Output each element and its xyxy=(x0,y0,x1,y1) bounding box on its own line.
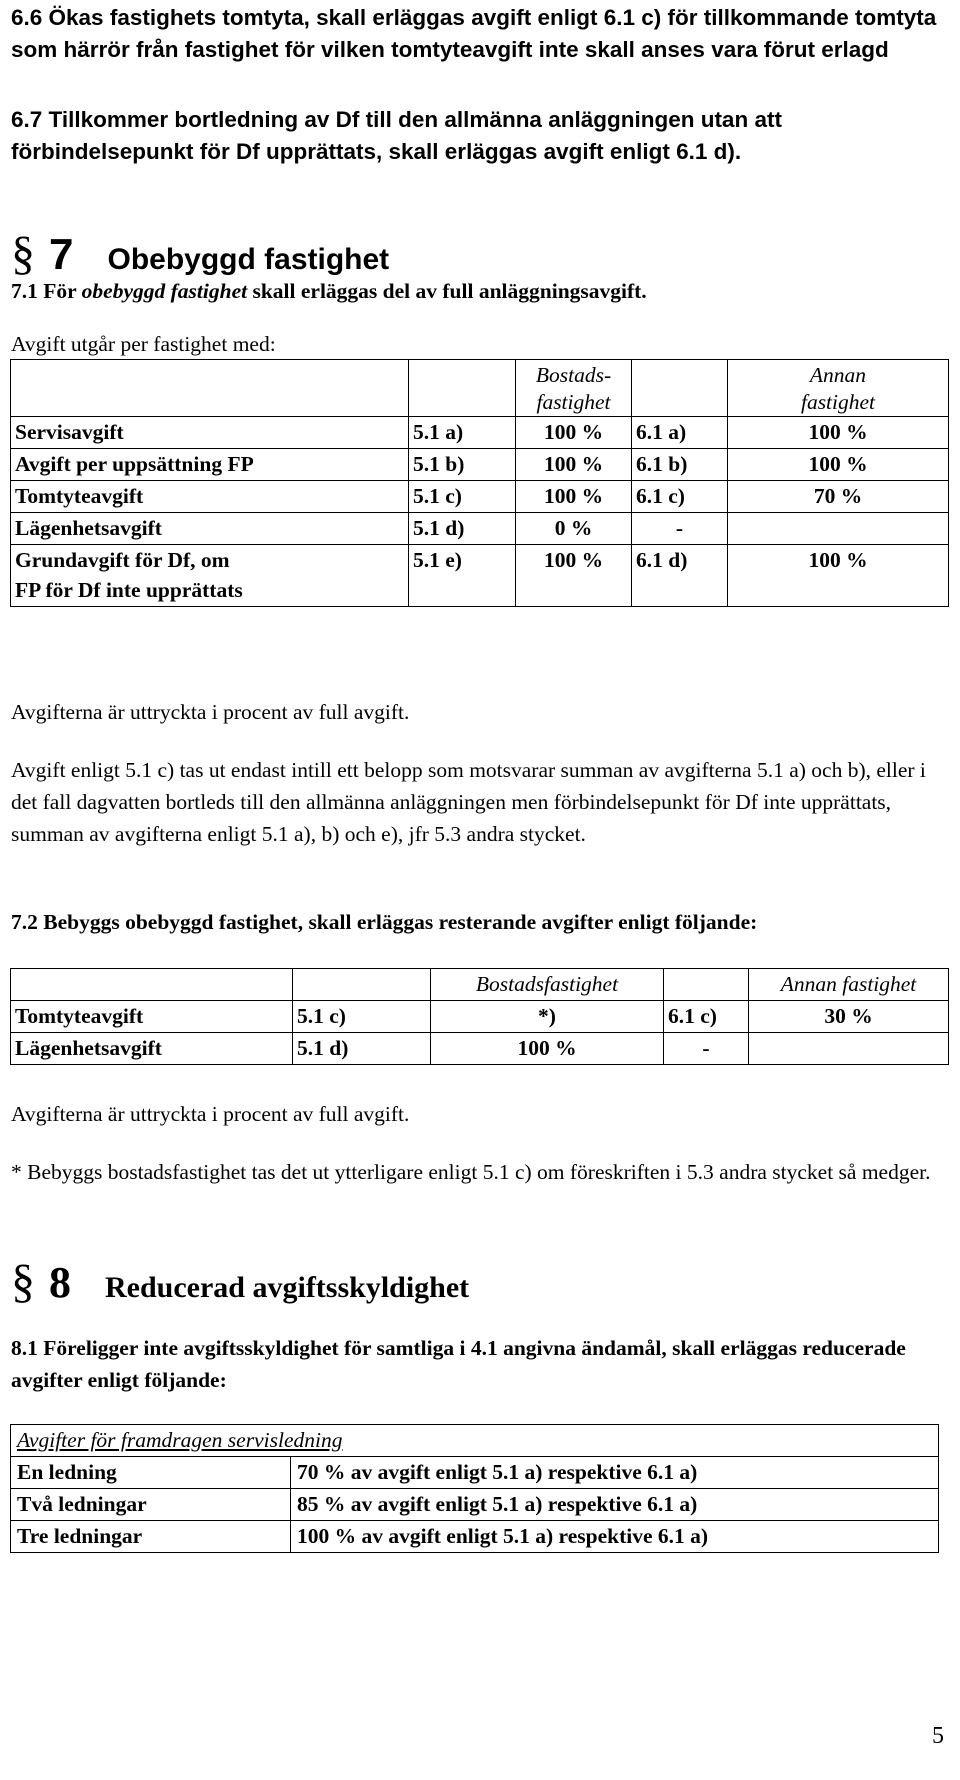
header-bostad: Bostads- fastighet xyxy=(516,360,632,417)
table-row: Tomtyteavgift 5.1 c) *) 6.1 c) 30 % xyxy=(11,1001,949,1033)
row-label-multiline: Grundavgift för Df, om FP för Df inte upprättats xyxy=(11,545,409,607)
table-row: Servisavgift 5.1 a) 100 % 6.1 a) 100 % xyxy=(11,417,949,449)
section-title: Reducerad avgiftsskyldighet xyxy=(105,1271,470,1304)
table-header-row xyxy=(11,360,949,417)
footnote: * Bebyggs bostadsfastighet tas det ut ytterligare enligt 5.1 c) om föreskriften i 5.3 andra stycket så medger. xyxy=(11,1160,931,1184)
fee-table-7-2 xyxy=(10,968,949,1065)
table-row: Grundavgift för Df, om FP för Df inte upprättats 5.1 e) 100 % 6.1 d) 100 % xyxy=(11,545,949,607)
paragraph-7-1 xyxy=(11,275,946,307)
table-row: Lägenhetsavgift 5.1 d) 0 % - xyxy=(11,513,949,545)
p71-text-a: 7.1 För xyxy=(11,279,82,303)
table-row: Lägenhetsavgift 5.1 d) 100 % - xyxy=(11,1033,949,1065)
section-7-heading xyxy=(11,226,389,281)
section-title: Obebyggd fastighet xyxy=(107,243,390,276)
table-header: Avgifter för framdragen servisledning xyxy=(11,1425,939,1457)
section-number: 8 xyxy=(49,1258,71,1307)
paragraph-6-7: 6.7 Tillkommer bortledning av Df till den allmänna anläggningen utan att förbindelsepunkt för Df upprättats, skall erläggas avgift enligt 6.1 d). xyxy=(11,107,782,164)
header-annan: Annan fastighet xyxy=(749,969,949,1001)
servisledning-table xyxy=(10,1424,939,1553)
table-row: En ledning 70 % av avgift enligt 5.1 a) respektive 6.1 a) xyxy=(11,1457,939,1489)
section-number: 7 xyxy=(49,230,74,279)
section-symbol: § xyxy=(11,227,35,280)
table-row: Två ledningar 85 % av avgift enligt 5.1 a) respektive 6.1 a) xyxy=(11,1489,939,1521)
section-symbol: § xyxy=(11,1255,35,1308)
section-8-heading xyxy=(11,1254,469,1309)
paragraph-8-1: 8.1 Föreligger inte avgiftsskyldighet för samtliga i 4.1 angivna ändamål, skall erläggas reducerade avgifter enligt följande: xyxy=(11,1336,906,1392)
paragraph-6-6: 6.6 Ökas fastighets tomtyta, skall erläggas avgift enligt 6.1 c) för tillkommande tomtyta som härrör från fastighet för vilken tomtyteavgift inte skall anses vara förut erlagd xyxy=(11,5,937,62)
header-bostad: Bostadsfastighet xyxy=(431,969,664,1001)
table-header-row xyxy=(11,969,949,1001)
table-row: Tomtyteavgift 5.1 c) 100 % 6.1 c) 70 % xyxy=(11,481,949,513)
page-number: 5 xyxy=(932,1723,944,1749)
fee-intro: Avgift utgår per fastighet med: xyxy=(11,332,276,356)
note-percent-1: Avgifterna är uttryckta i procent av full avgift. xyxy=(11,700,410,724)
p71-text-emph: obebyggd fastighet xyxy=(81,279,248,303)
table-row: Tre ledningar 100 % av avgift enligt 5.1 a) respektive 6.1 a) xyxy=(11,1521,939,1553)
table-header-row xyxy=(11,1425,939,1457)
table-row: Avgift per uppsättning FP 5.1 b) 100 % 6.1 b) 100 % xyxy=(11,449,949,481)
paragraph-avgift: Avgift enligt 5.1 c) tas ut endast intill ett belopp som motsvarar summan av avgifterna 5.1 a) och b), eller i det fall dagvatten bortleds till den allmänna anläggningen men förbindelsepunkt för Df inte upprättats, summan av avgifterna enligt 5.1 a), b) och e), jfr 5.3 andra stycket. xyxy=(11,758,926,846)
fee-table-7-1 xyxy=(10,359,949,607)
paragraph-7-2: 7.2 Bebyggs obebyggd fastighet, skall erläggas resterande avgifter enligt följande: xyxy=(11,910,758,934)
note-percent-2: Avgifterna är uttryckta i procent av full avgift. xyxy=(11,1102,410,1126)
header-annan: Annan fastighet xyxy=(728,360,949,417)
p71-text-c: skall erläggas del av full anläggningsavgift. xyxy=(247,279,647,303)
